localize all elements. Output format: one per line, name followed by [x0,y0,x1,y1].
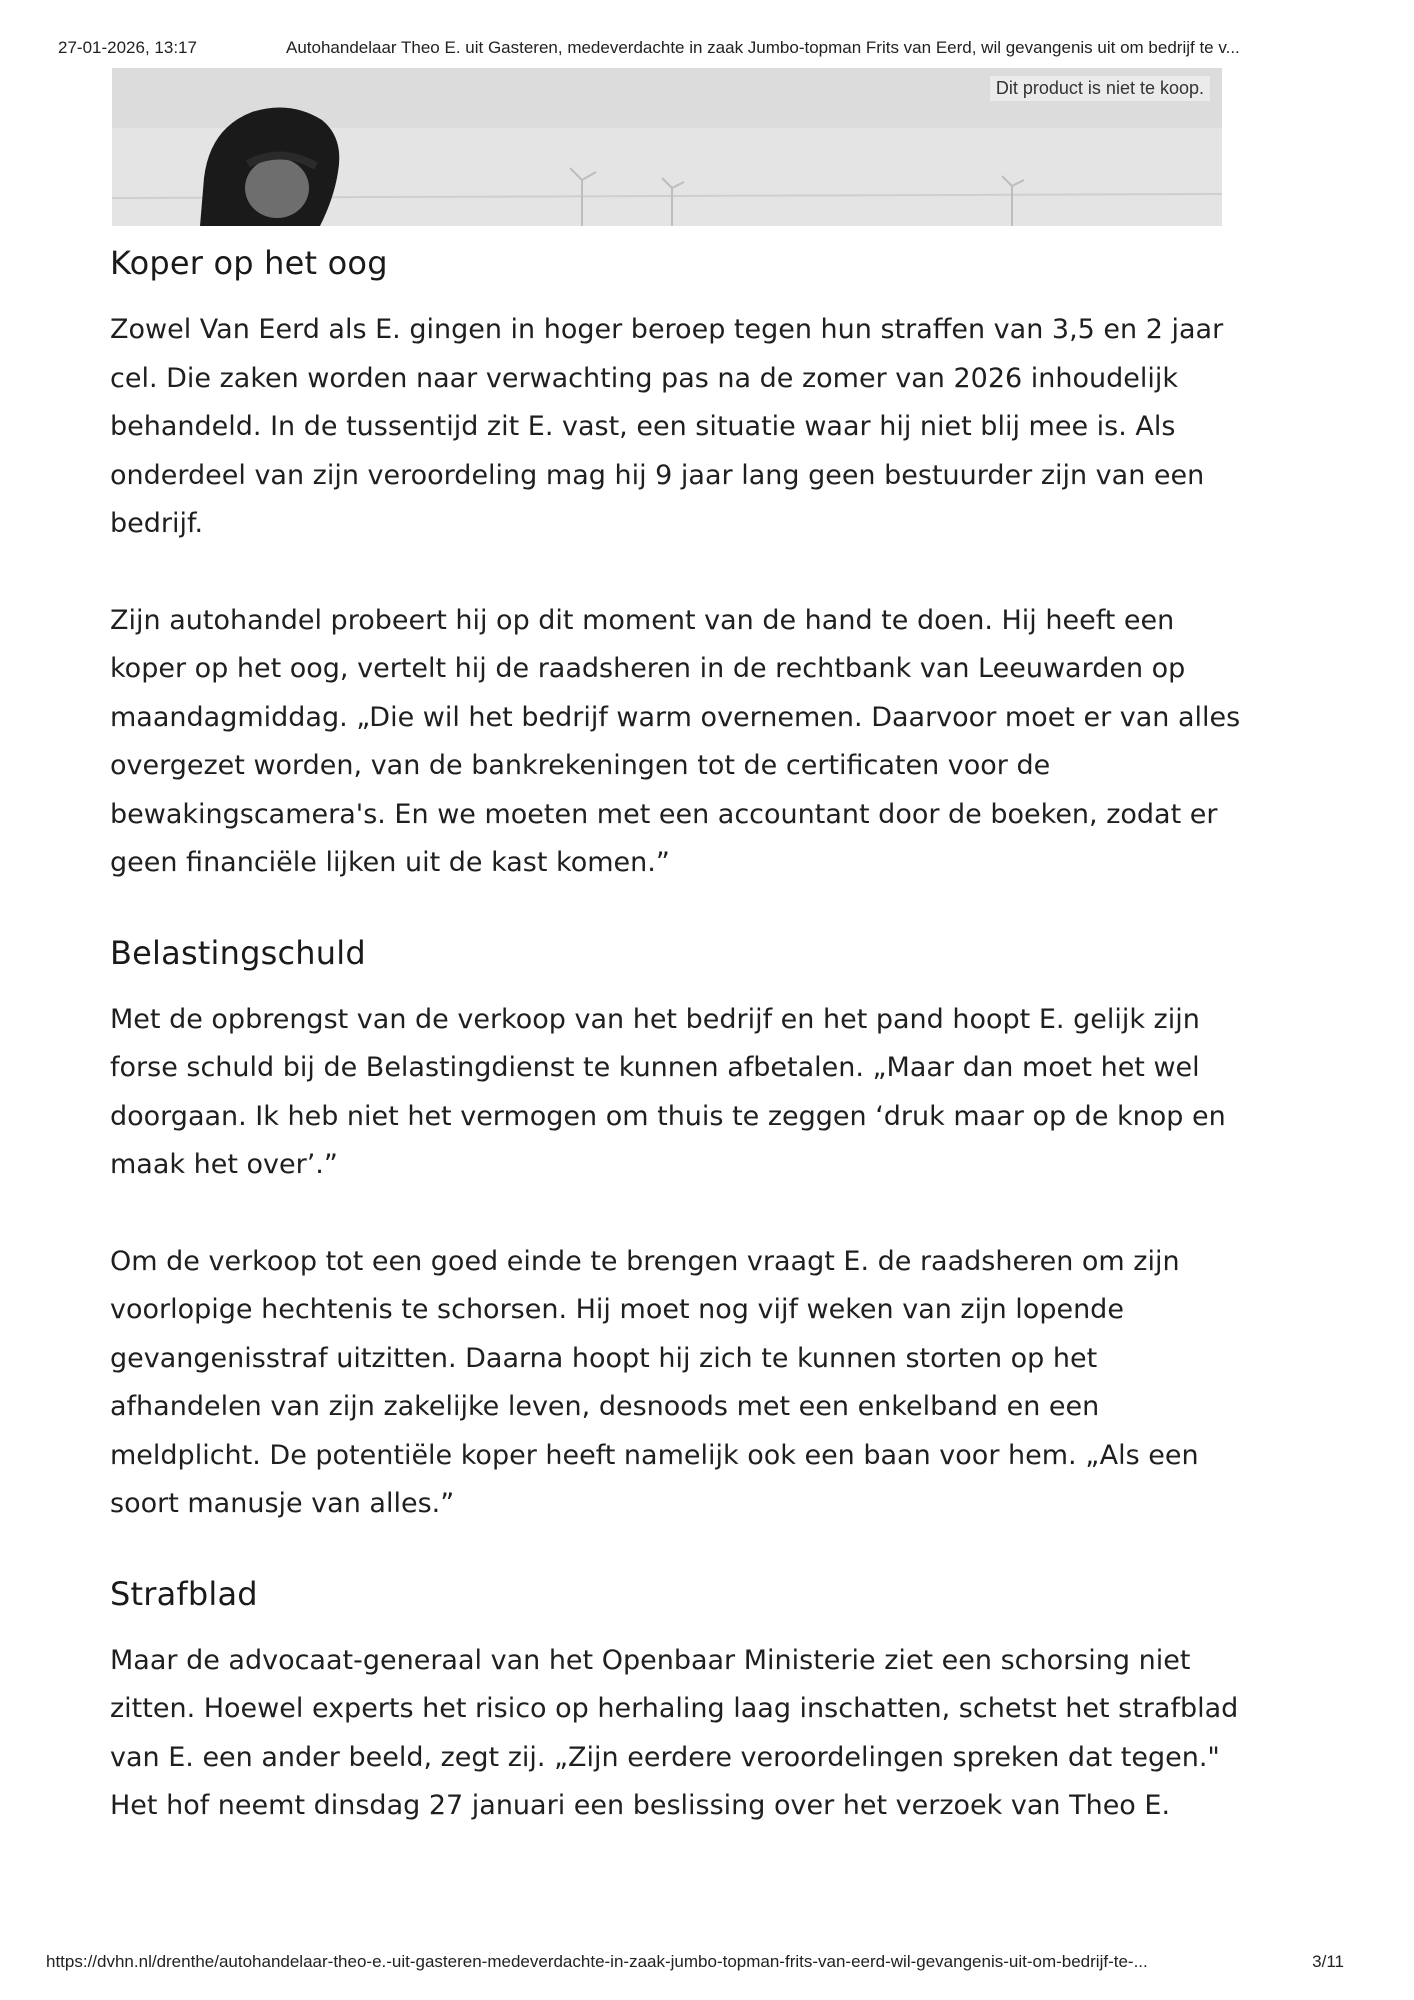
article-paragraph: Zowel Van Eerd als E. gingen in hoger beroep tegen hun straffen van 3,5 en 2 jaar cel. Die zaken worden naar verwachting pas na de zomer van 2026 inhoudelijk behandeld. In de tussentijd zit E. vast, een situatie waar hij niet blij mee is. Als onderdeel van zijn veroordeling mag hij 9 jaar lang geen bestuurder zijn van een bedrijf. [110,314,1224,539]
section-heading-koper: Koper op het oog [110,244,388,282]
article-paragraph: Zijn autohandel probeert hij op dit moment van de hand te doen. Hij heeft een koper op het oog, vertelt hij de raadsheren in de rechtbank van Leeuwarden op maandagmiddag. „Die wil het bedrijf warm overnemen. Daarvoor moet er van alles overgezet worden, van de bankrekeningen tot de certificaten voor de bewakingscamera's. En we moeten met een accountant door de boeken, zodat er geen financiële lijken uit de kast komen.” [110,604,1241,878]
hero-image [112,68,1222,226]
print-timestamp: 27-01-2026, 13:17 [58,38,197,57]
section-heading-belastingschuld: Belastingschuld [110,933,366,972]
print-url: https://dvhn.nl/drenthe/autohandelaar-theo-e.-uit-gasteren-medeverdachte-in-zaak-jumbo-topman-frits-van-eerd-wil-gevangenis-uit-om-bedrijf-te-... [46,1952,1148,1971]
print-page-title: Autohandelaar Theo E. uit Gasteren, medeverdachte in zaak Jumbo-topman Frits van Eerd, wil gevangenis uit om bedrijf te v... [286,38,1240,57]
article-paragraph: Maar de advocaat-generaal van het Openbaar Ministerie ziet een schorsing niet zitten. Hoewel experts het risico op herhaling laag inschatten, schetst het strafblad van E. een ander beeld, zegt zij. „Zijn eerdere veroordelingen spreken dat tegen." Het hof neemt dinsdag 27 januari een beslissing over het verzoek van Theo E. [110,1644,1239,1821]
section-heading-strafblad: Strafblad [110,1574,258,1613]
print-footer [46,1952,1354,1972]
article-paragraph: Met de opbrengst van de verkoop van het bedrijf en het pand hoopt E. gelijk zijn forse schuld bij de Belastingdienst te kunnen afbetalen. „Maar dan moet het wel doorgaan. Ik heb niet het vermogen om thuis te zeggen ‘druk maar op de knop en maak het over’.” [110,1003,1226,1180]
article-body [110,244,1250,1879]
print-page-number: 3/11 [1312,1952,1344,1971]
hero-caption: Dit product is niet te koop. [990,76,1210,101]
article-paragraph: Om de verkoop tot een goed einde te brengen vraagt E. de raadsheren om zijn voorlopige hechtenis te schorsen. Hij moet nog vijf weken van zijn lopende gevangenisstraf uitzitten. Daarna hoopt hij zich te kunnen storten op het afhandelen van zijn zakelijke leven, desnoods met een enkelband en een meldplicht. De potentiële koper heeft namelijk ook een baan voor hem. „Als een soort manusje van alles.” [110,1245,1199,1519]
